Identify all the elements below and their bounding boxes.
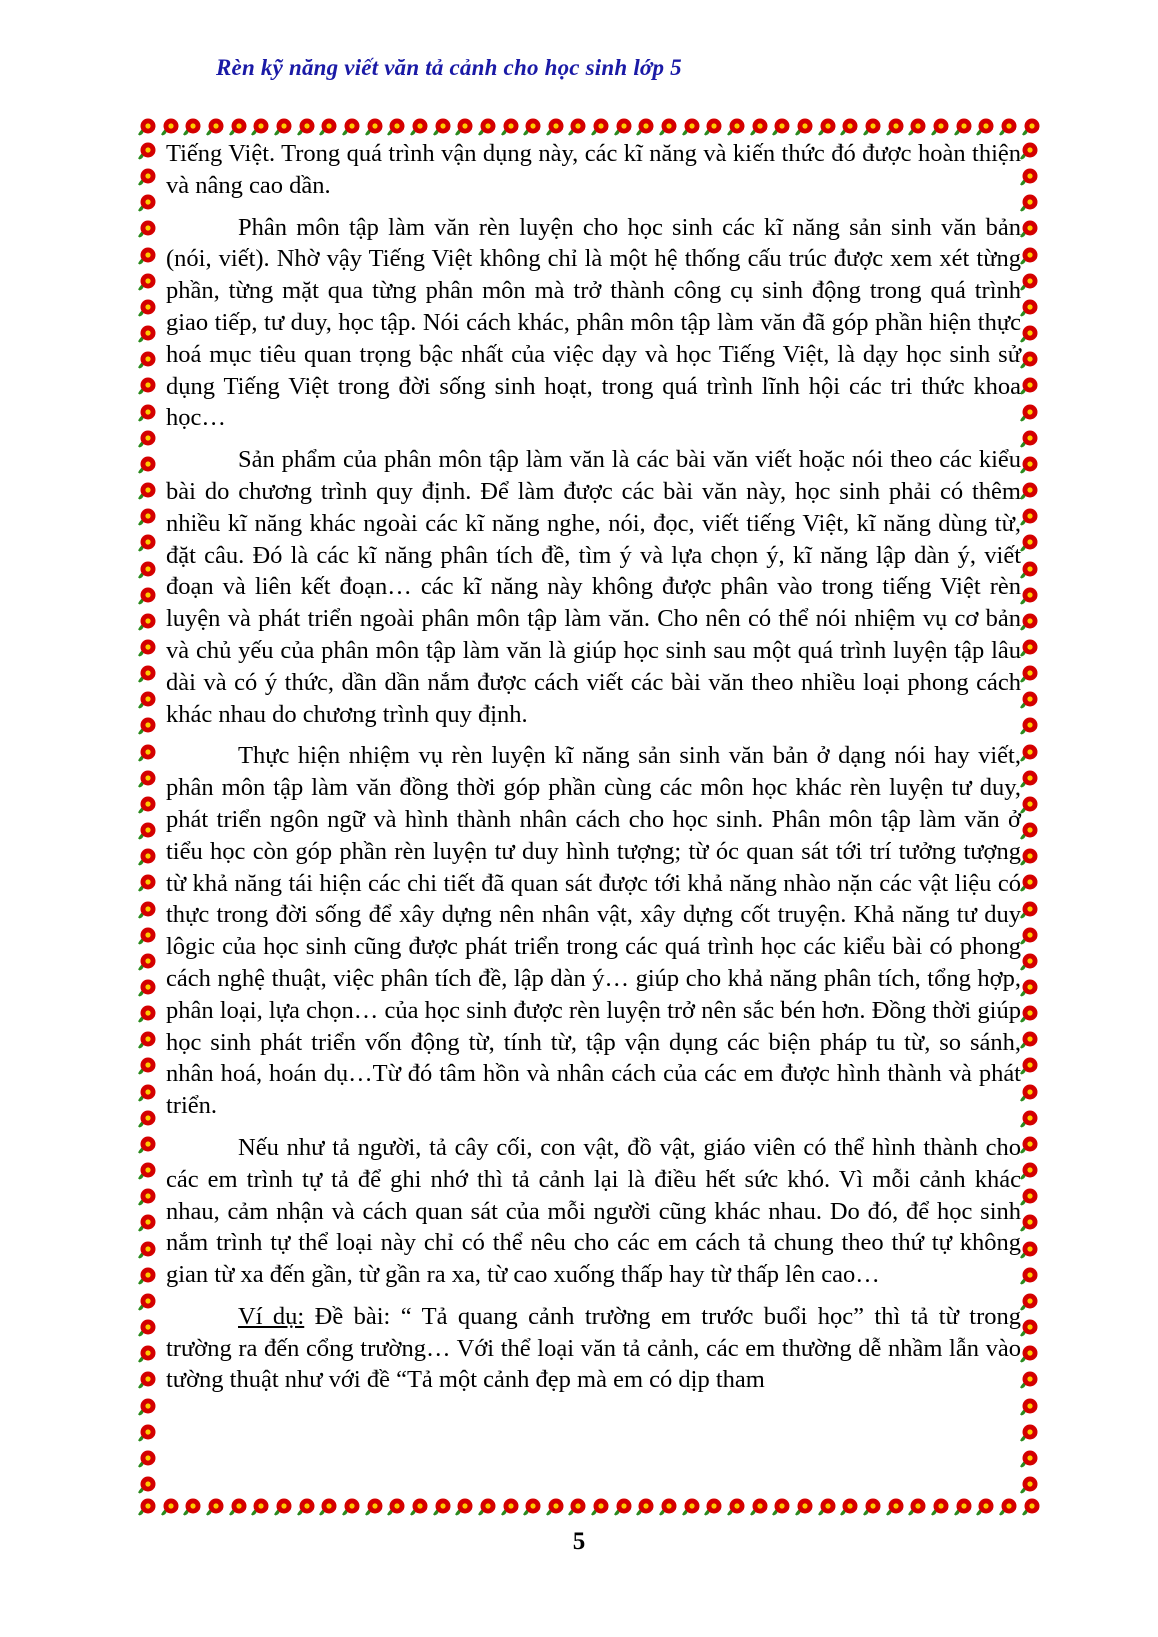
border-right — [1018, 140, 1042, 1496]
flower-icon — [272, 1496, 294, 1518]
flower-icon — [1018, 1082, 1040, 1104]
flower-icon — [227, 1496, 249, 1518]
flower-icon — [408, 1496, 430, 1518]
flower-icon — [1018, 1448, 1040, 1470]
flower-icon — [136, 1317, 158, 1339]
flower-icon — [1018, 1055, 1040, 1077]
flower-icon — [906, 1496, 928, 1518]
flower-icon — [1018, 271, 1040, 293]
flower-icon — [317, 116, 339, 138]
flower-icon — [136, 977, 158, 999]
flower-icon — [181, 1496, 203, 1518]
flower-icon — [657, 1496, 679, 1518]
flower-icon — [136, 192, 158, 214]
flower-icon — [136, 402, 158, 424]
flower-icon — [1018, 742, 1040, 764]
flower-icon — [1018, 349, 1040, 371]
flower-icon — [136, 768, 158, 790]
flower-icon — [997, 1496, 1019, 1518]
flower-icon — [136, 166, 158, 188]
flower-icon — [476, 116, 498, 138]
flower-icon — [136, 1029, 158, 1051]
flower-icon — [725, 1496, 747, 1518]
flower-icon — [181, 116, 203, 138]
flower-icon — [476, 1496, 498, 1518]
flower-icon — [612, 1496, 634, 1518]
example-label: Ví dụ: — [238, 1302, 305, 1330]
flower-icon — [1018, 1160, 1040, 1182]
flower-icon — [136, 1396, 158, 1418]
flower-icon — [544, 116, 566, 138]
flower-icon — [136, 1134, 158, 1156]
flower-icon — [136, 480, 158, 502]
flower-icon — [136, 1265, 158, 1287]
flower-icon — [136, 1291, 158, 1313]
flower-icon — [453, 1496, 475, 1518]
flower-icon — [612, 116, 634, 138]
flower-icon — [1018, 402, 1040, 424]
flower-icon — [748, 116, 770, 138]
flower-icon — [1018, 480, 1040, 502]
flower-icon — [1018, 1029, 1040, 1051]
flower-icon — [136, 116, 158, 138]
flower-icon — [1018, 323, 1040, 345]
flower-icon — [159, 1496, 181, 1518]
flower-icon — [816, 1496, 838, 1518]
flower-icon — [136, 1160, 158, 1182]
flower-icon — [793, 1496, 815, 1518]
flower-icon — [906, 116, 928, 138]
flower-icon — [1018, 872, 1040, 894]
flower-icon — [589, 1496, 611, 1518]
paragraph-3: Sản phẩm của phân môn tập làm văn là các bài văn viết hoặc nói theo các kiểu bài do chương trình quy định. Để làm được các bài văn này, học sinh phải có thêm nhiều kĩ năng khác ngoài các kĩ năng nghe, nói, đọc, viết tiếng Việt, kĩ năng dùng từ, đặt câu. Đó là các kĩ năng phân tích đề, tìm ý và lựa chọn ý, kĩ năng lập dàn ý, viết đoạn và liên kết đoạn… các kĩ năng này không được phân vào trong tiếng Việt rèn luyện và phát triển ngoài phân môn tập làm văn. Cho nên có thể nói nhiệm vụ cơ bản và chủ yếu của phân môn tập làm văn là giúp học sinh sau một quá trình luyện tập lâu dài và có ý thức, dần dần nắm được cách viết các bài văn theo nhiều loại phong cách khác nhau do chương trình quy định. — [166, 446, 1021, 728]
flower-icon — [159, 116, 181, 138]
flower-icon — [974, 1496, 996, 1518]
flower-icon — [136, 637, 158, 659]
flower-icon — [136, 506, 158, 528]
body-text — [166, 138, 1021, 1406]
border-top — [136, 116, 1042, 140]
flower-icon — [929, 116, 951, 138]
flower-icon — [929, 1496, 951, 1518]
flower-icon — [136, 689, 158, 711]
flower-icon — [1018, 428, 1040, 450]
flower-icon — [249, 1496, 271, 1518]
page-header-title: Rèn kỹ năng viết văn tả cảnh cho học sinh lớp 5 — [216, 55, 682, 80]
flower-icon — [136, 611, 158, 633]
flower-icon — [204, 116, 226, 138]
flower-icon — [1018, 218, 1040, 240]
flower-icon — [952, 1496, 974, 1518]
flower-icon — [1018, 1369, 1040, 1391]
flower-icon — [363, 116, 385, 138]
flower-icon — [385, 116, 407, 138]
flower-icon — [272, 116, 294, 138]
flower-icon — [136, 872, 158, 894]
page-number: 5 — [572, 1528, 586, 1555]
flower-icon — [1018, 166, 1040, 188]
flower-icon — [136, 925, 158, 947]
flower-icon — [136, 245, 158, 267]
flower-icon — [136, 1422, 158, 1444]
flower-icon — [974, 116, 996, 138]
flower-icon — [136, 532, 158, 554]
border-left — [136, 140, 160, 1496]
flower-icon — [1018, 899, 1040, 921]
flower-icon — [136, 271, 158, 293]
flower-icon — [1018, 1291, 1040, 1313]
flower-icon — [861, 1496, 883, 1518]
flower-icon — [1018, 1422, 1040, 1444]
flower-icon — [453, 116, 475, 138]
flower-icon — [952, 116, 974, 138]
flower-icon — [136, 1212, 158, 1234]
flower-icon — [136, 1474, 158, 1496]
flower-icon — [340, 1496, 362, 1518]
flower-icon — [136, 1082, 158, 1104]
flower-icon — [1018, 637, 1040, 659]
example-text: Đề bài: “ Tả quang cảnh trường em trước buổi học” thì tả từ trong trường ra đến cổng trường… Với thể loại văn tả cảnh, các em thường dễ nhầm lẫn vào tường thuật như với đề “Tả một cảnh đẹp mà em có dịp tham — [166, 1302, 1022, 1394]
flower-icon — [725, 116, 747, 138]
flower-icon — [499, 1496, 521, 1518]
flower-icon — [884, 116, 906, 138]
flower-icon — [680, 116, 702, 138]
flower-icon — [770, 116, 792, 138]
flower-icon — [136, 1003, 158, 1025]
flower-icon — [1018, 297, 1040, 319]
flower-icon — [136, 820, 158, 842]
flower-icon — [1018, 1239, 1040, 1261]
flower-icon — [1018, 794, 1040, 816]
flower-icon — [136, 663, 158, 685]
flower-icon — [136, 742, 158, 764]
flower-icon — [499, 116, 521, 138]
flower-icon — [136, 1448, 158, 1470]
flower-icon — [136, 585, 158, 607]
flower-icon — [1018, 1343, 1040, 1365]
flower-icon — [1018, 663, 1040, 685]
paragraph-example — [166, 1301, 1021, 1396]
flower-icon — [136, 1186, 158, 1208]
flower-icon — [997, 116, 1019, 138]
flower-icon — [702, 116, 724, 138]
flower-icon — [1018, 715, 1040, 737]
flower-icon — [1018, 1265, 1040, 1287]
flower-icon — [1018, 585, 1040, 607]
flower-icon — [589, 116, 611, 138]
flower-icon — [1018, 1212, 1040, 1234]
flower-icon — [680, 1496, 702, 1518]
flower-icon — [136, 323, 158, 345]
flower-icon — [136, 297, 158, 319]
flower-icon — [340, 116, 362, 138]
flower-icon — [136, 140, 158, 162]
flower-icon — [793, 116, 815, 138]
flower-icon — [136, 1369, 158, 1391]
flower-icon — [136, 794, 158, 816]
flower-icon — [136, 349, 158, 371]
flower-icon — [295, 116, 317, 138]
flower-icon — [136, 218, 158, 240]
paragraph-5: Nếu như tả người, tả cây cối, con vật, đồ vật, giáo viên có thể hình thành cho các em trình tự tả để ghi nhớ thì tả cảnh lại là điều hết sức khó. Vì mỗi cảnh khác nhau, cảm nhận và cách quan sát của mỗi người cũng khác nhau. Do đó, để học sinh nắm trình tự thể loại này chỉ có thể nêu cho các em cách tả chung theo thứ tự không gian từ xa đến gần, từ gần ra xa, từ cao xuống thấp hay từ thấp lên cao… — [166, 1133, 1021, 1289]
flower-icon — [136, 1108, 158, 1130]
paragraph-4: Thực hiện nhiệm vụ rèn luyện kĩ năng sản sinh văn bản ở dạng nói hay viết, phân môn tập làm văn đồng thời góp phần cùng các môn học khác rèn luyện tư duy, phát triển ngôn ngữ và hình thành nhân cách cho học sinh. Phân môn tập làm văn ở tiểu học còn góp phần rèn luyện tư duy hình tượng; từ óc quan sát tới trí tưởng tượng từ khả năng tái hiện các chi tiết đã quan sát được tới khả năng nhào nặn các vật liệu có thực trong đời sống để xây dựng nên nhân vật, xây dựng cốt truyện. Khả năng tư duy lôgic của học sinh cũng được phát triển trong các quá trình học các kiểu bài có phong cách nghệ thuật, việc phân tích đề, lập dàn ý… giúp cho khả năng phân tích, tổng hợp, phân loại, lựa chọn… của học sinh được rèn luyện trở nên sắc bén hơn. Đồng thời giúp học sinh phát triển vốn động từ, tính từ, tập vận dụng các biện pháp tu từ, so sánh, nhân hoá, hoán dụ…Từ đó tâm hồn và nhân cách của các em được hình thành và phát triển. — [166, 742, 1021, 1120]
flower-icon — [1018, 1474, 1040, 1496]
border-bottom — [136, 1496, 1042, 1520]
flower-icon — [1018, 1186, 1040, 1208]
flower-icon — [657, 116, 679, 138]
flower-icon — [861, 116, 883, 138]
flower-icon — [521, 116, 543, 138]
flower-icon — [136, 454, 158, 476]
flower-icon — [136, 1496, 158, 1518]
flower-icon — [702, 1496, 724, 1518]
flower-icon — [634, 1496, 656, 1518]
flower-icon — [431, 116, 453, 138]
flower-icon — [1018, 1003, 1040, 1025]
flower-icon — [1018, 611, 1040, 633]
flower-icon — [566, 116, 588, 138]
flower-icon — [544, 1496, 566, 1518]
flower-icon — [249, 116, 271, 138]
flower-icon — [566, 1496, 588, 1518]
flower-icon — [1018, 768, 1040, 790]
flower-icon — [136, 1343, 158, 1365]
flower-icon — [1018, 1317, 1040, 1339]
flower-icon — [136, 1055, 158, 1077]
flower-icon — [634, 116, 656, 138]
flower-icon — [1018, 846, 1040, 868]
flower-icon — [884, 1496, 906, 1518]
flower-icon — [295, 1496, 317, 1518]
flower-icon — [431, 1496, 453, 1518]
flower-icon — [838, 1496, 860, 1518]
flower-icon — [136, 951, 158, 973]
flower-icon — [1020, 116, 1042, 138]
flower-icon — [838, 116, 860, 138]
flower-icon — [1018, 820, 1040, 842]
flower-icon — [1018, 925, 1040, 947]
flower-icon — [1018, 532, 1040, 554]
flower-icon — [521, 1496, 543, 1518]
flower-icon — [1018, 375, 1040, 397]
paragraph-2: Phân môn tập làm văn rèn luyện cho học sinh các kĩ năng sản sinh văn bản (nói, viết). Nhờ vậy Tiếng Việt không chỉ là một hệ thống cấu trúc được xem xét từng phần, từng mặt qua từng phân môn mà trở thành công cụ sinh động trong quá trình giao tiếp, tư duy, học tập. Nói cách khác, phân môn tập làm văn đã góp phần hiện thực hoá mục tiêu quan trọng bậc nhất của việc dạy và học Tiếng Việt, là dạy học sinh sử dụng Tiếng Việt trong đời sống sinh hoạt, trong quá trình lĩnh hội các tri thức khoa học… — [166, 213, 1021, 432]
flower-icon — [1018, 1134, 1040, 1156]
flower-icon — [136, 899, 158, 921]
flower-icon — [204, 1496, 226, 1518]
flower-icon — [1018, 192, 1040, 214]
flower-icon — [408, 116, 430, 138]
flower-icon — [136, 559, 158, 581]
flower-icon — [1018, 1396, 1040, 1418]
flower-icon — [363, 1496, 385, 1518]
flower-icon — [816, 116, 838, 138]
flower-icon — [136, 715, 158, 737]
paragraph-1: Tiếng Việt. Trong quá trình vận dụng này, các kĩ năng và kiến thức đó được hoàn thiện và nâng cao dần. — [166, 140, 1021, 199]
flower-icon — [136, 428, 158, 450]
flower-icon — [1018, 454, 1040, 476]
flower-icon — [136, 1239, 158, 1261]
flower-icon — [136, 846, 158, 868]
flower-icon — [1020, 1496, 1042, 1518]
flower-icon — [1018, 689, 1040, 711]
flower-icon — [770, 1496, 792, 1518]
flower-icon — [1018, 506, 1040, 528]
flower-icon — [227, 116, 249, 138]
flower-icon — [1018, 977, 1040, 999]
flower-icon — [1018, 140, 1040, 162]
flower-icon — [317, 1496, 339, 1518]
flower-icon — [1018, 1108, 1040, 1130]
flower-icon — [385, 1496, 407, 1518]
flower-icon — [1018, 245, 1040, 267]
flower-icon — [136, 375, 158, 397]
flower-icon — [1018, 559, 1040, 581]
flower-icon — [748, 1496, 770, 1518]
flower-icon — [1018, 951, 1040, 973]
